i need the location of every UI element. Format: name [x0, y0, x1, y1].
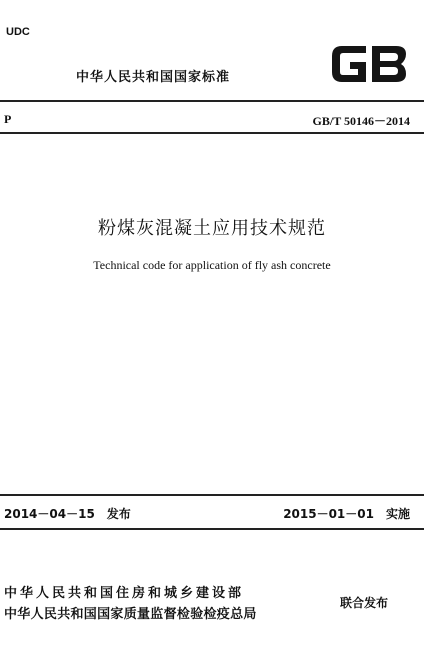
- issuer-aqsiq: 中华人民共和国国家质量监督检验检疫总局: [4, 607, 257, 622]
- title-chinese: 粉煤灰混凝土应用技术规范: [98, 218, 326, 239]
- implement-date: 2015－01－01 实施: [283, 507, 410, 521]
- header-rule-top: [0, 100, 424, 102]
- gb-logo: [328, 40, 410, 88]
- category-code: P: [4, 112, 12, 126]
- issuer-ministry: 中华人民共和国住房和城乡建设部: [4, 586, 245, 601]
- udc-label: UDC: [6, 26, 30, 38]
- standard-number: GB/T 50146－2014: [312, 114, 410, 128]
- dates-rule-top: [0, 494, 424, 496]
- header-rule-bottom: [0, 132, 424, 134]
- joint-issue-label: 联合发布: [340, 596, 389, 610]
- title-english: Technical code for application of fly ash concrete: [93, 258, 331, 272]
- national-standard-label: 中华人民共和国国家标准: [76, 70, 231, 85]
- publish-date: 2014－04－15 发布: [4, 507, 131, 521]
- dates-rule-bottom: [0, 528, 424, 530]
